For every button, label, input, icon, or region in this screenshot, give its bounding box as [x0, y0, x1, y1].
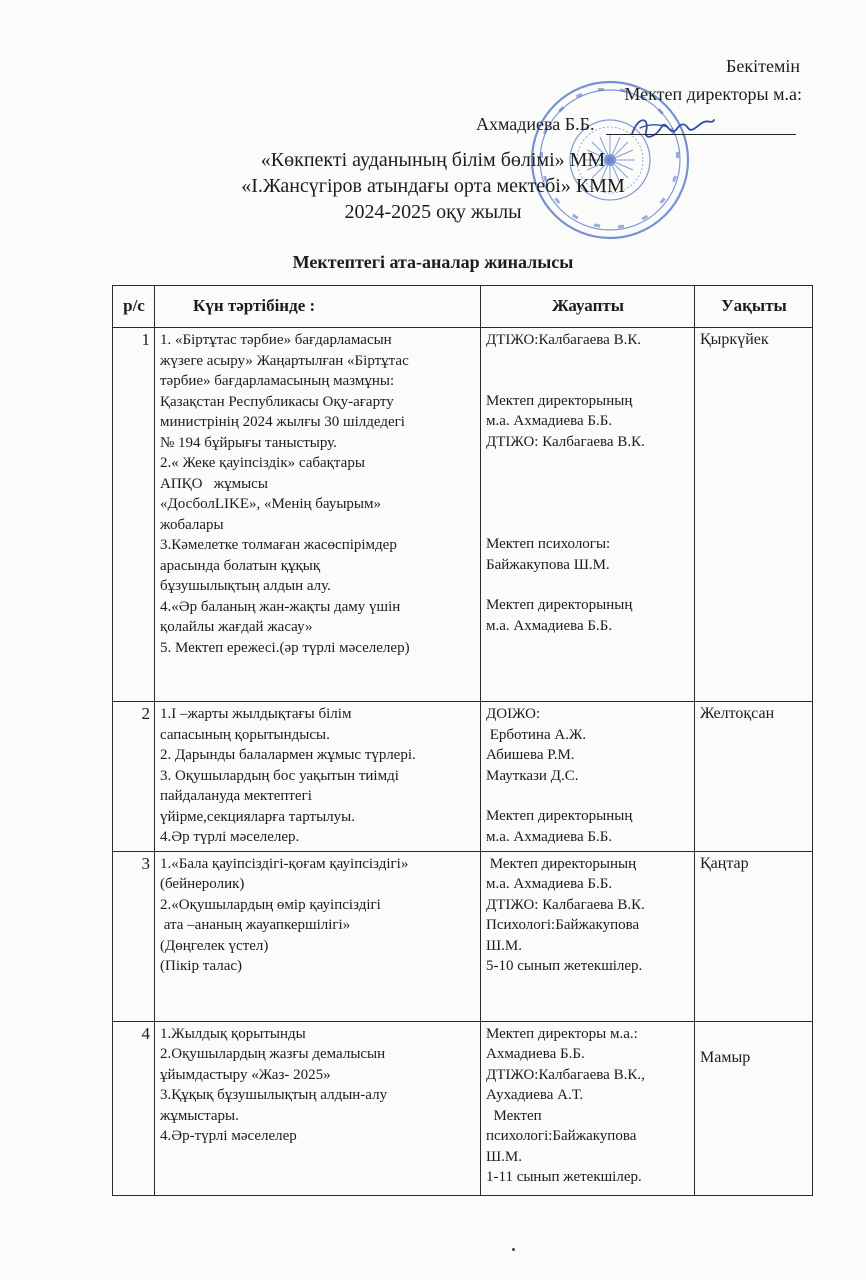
topic-line: № 194 бұйрығы таныстыру. [160, 434, 337, 451]
row-responsible [481, 851, 695, 1021]
responsible-line: Мектеп директорының [486, 808, 633, 824]
director-signature [628, 110, 718, 146]
responsible-line: м.а. Ахмадиева Б.Б. [486, 413, 613, 429]
topic-line: 1.«Бала қауіпсіздігі-қоғам қауіпсіздігі» [160, 855, 409, 872]
signature-line [606, 134, 796, 135]
topic-line: 2.Оқушылардың жазғы демалысын [160, 1046, 386, 1062]
topic-line: арасында болатын құқық [160, 557, 321, 574]
topic-line: жобалары [160, 516, 224, 533]
heading-academic-year: 2024-2025 оқу жылы [344, 201, 522, 223]
responsible-line: Мектеп директорының [486, 392, 633, 409]
topic-line: 3.Құқық бұзушылықтың алдын-алу [160, 1087, 388, 1103]
scan-speck [512, 1248, 515, 1251]
spacer [486, 575, 690, 595]
topic-line: тәрбие» бағдарламасының мазмұны: [160, 373, 395, 389]
responsible-line: м.а. Ахмадиева Б.Б. [486, 617, 613, 634]
row-responsible [481, 328, 695, 702]
row-num: 3 [113, 851, 155, 1021]
topic-line: 4.«Әр баланың жан-жақты даму үшін [160, 598, 401, 615]
topic-line: 2.«Оқушылардың өмір қауіпсіздігі [160, 896, 381, 913]
responsible-line: ДТІЖО: Калбагаева В.К. [486, 896, 645, 913]
table-row [113, 851, 813, 1021]
row-topic [155, 328, 481, 702]
responsible-line: Мектеп директорының [486, 855, 637, 872]
responsible-line: Мектеп [486, 1107, 542, 1124]
row-topic [155, 1021, 481, 1195]
table-header-row [113, 286, 813, 328]
topic-line: 2. Дарынды балалармен жұмыс түрлері. [160, 747, 416, 763]
responsible-line: Ш.М. [486, 937, 522, 954]
meeting-agenda-table [112, 285, 813, 1196]
topic-line: ата –ананың жауапкершілігі» [160, 917, 351, 933]
responsible-line: психологі:Байжакупова [486, 1128, 637, 1144]
responsible-line: Мауткази Д.С. [486, 767, 579, 784]
topic-line: «ДосболLIKE», «Менің бауырым» [160, 496, 381, 512]
topic-line: жүзеге асыру» Жаңартылған «Біртұтас [160, 352, 409, 369]
responsible-line: Ш.М. [486, 1148, 522, 1165]
responsible-line: ДТІЖО:Калбагаева В.К., [486, 1066, 645, 1083]
topic-line: (Дөңгелек үстел) [160, 937, 269, 954]
heading-department: «Көкпекті ауданының білім бөлімі» ММ [260, 149, 606, 171]
responsible-line: 5-10 сынып жетекшілер. [486, 958, 643, 974]
responsible-line: Мектеп директоры м.а.: [486, 1025, 638, 1042]
topic-line: жұмыстары. [160, 1107, 239, 1124]
spacer [486, 786, 690, 806]
responsible-line: Ахмадиева Б.Б. [486, 1046, 585, 1062]
approval-title: Бекітемін [726, 56, 800, 76]
spacer [486, 452, 690, 534]
row-time: Қыркүйек [695, 328, 813, 702]
row-time: Қаңтар [695, 851, 813, 1021]
approval-name: Ахмадиева Б.Б. [476, 114, 595, 134]
topic-line: 3.Кәмелетке толмаған жасөспірімдер [160, 537, 397, 553]
header-num: р/с [113, 286, 155, 328]
row-responsible [481, 702, 695, 852]
topic-line: пайдалануда мектептегі [160, 788, 312, 804]
topic-line: министрінің 2024 жылғы 30 шілдедегі [160, 414, 405, 430]
responsible-line: Абишева Р.М. [486, 747, 575, 763]
row-topic [155, 702, 481, 852]
spacer [486, 351, 690, 391]
table-row [113, 1021, 813, 1195]
topic-line: үйірме,секцияларға тартылуы. [160, 808, 355, 825]
topic-line: 4.Әр-түрлі мәселелер [160, 1128, 297, 1144]
topic-line: 3. Оқушылардың бос уақытын тиімді [160, 767, 399, 784]
row-topic [155, 851, 481, 1021]
topic-line: 1.І –жарты жылдықтағы білім [160, 706, 352, 722]
topic-line: 2.« Жеке қауіпсіздік» сабақтары [160, 455, 365, 471]
responsible-line: Мектеп директорының [486, 597, 633, 613]
responsible-line: 1-11 сынып жетекшілер. [486, 1169, 642, 1185]
row-num: 1 [113, 328, 155, 702]
responsible-line: Мектеп психологы: [486, 536, 611, 552]
responsible-line: Аухадиева А.Т. [486, 1087, 584, 1103]
row-num: 2 [113, 702, 155, 852]
topic-line: қолайлы жағдай жасау» [160, 619, 313, 635]
heading-school: «І.Жансүгіров атындағы орта мектебі» КММ [241, 175, 625, 197]
responsible-line: Психологі:Байжакупова [486, 917, 640, 933]
topic-line: сапасының қорытындысы. [160, 726, 330, 743]
row-time: Мамыр [695, 1021, 813, 1195]
responsible-line: м.а. Ахмадиева Б.Б. [486, 828, 613, 845]
responsible-line: Байжакупова Ш.М. [486, 556, 610, 573]
topic-line: бұзушылықтың алдын алу. [160, 578, 331, 594]
topic-line: Қазақстан Республикасы Оқу-ағарту [160, 393, 394, 410]
table-row [113, 702, 813, 852]
responsible-line: м.а. Ахмадиева Б.Б. [486, 876, 613, 892]
responsible-line: ДОІЖО: [486, 706, 541, 722]
header-time: Уақыты [695, 286, 813, 328]
row-responsible [481, 1021, 695, 1195]
responsible-line: ДТІЖО:Калбагаева В.К. [486, 332, 642, 348]
topic-line: 5. Мектеп ережесі.(әр түрлі мәселелер) [160, 639, 410, 656]
topic-line: 1.Жылдық қорытынды [160, 1025, 306, 1042]
topic-line: ұйымдастыру «Жаз- 2025» [160, 1066, 331, 1083]
header-topic: Күн тәртібінде : [155, 286, 481, 328]
responsible-line: Ерботина А.Ж. [486, 726, 587, 743]
topic-line: (бейнеролик) [160, 876, 245, 892]
topic-line: 4.Әр түрлі мәселелер. [160, 829, 300, 845]
section-title: Мектептегі ата-аналар жиналысы [292, 252, 574, 272]
topic-line: АПҚО жұмысы [160, 475, 268, 492]
row-num: 4 [113, 1021, 155, 1195]
responsible-line: ДТІЖО: Калбагаева В.К. [486, 433, 645, 450]
topic-line: (Пікір талас) [160, 958, 243, 974]
approval-role: Мектеп директоры м.а: [624, 84, 802, 104]
table-row [113, 328, 813, 702]
topic-line: 1. «Біртұтас тәрбие» бағдарламасын [160, 332, 392, 348]
header-responsible: Жауапты [481, 286, 695, 328]
row-time: Желтоқсан [695, 702, 813, 852]
